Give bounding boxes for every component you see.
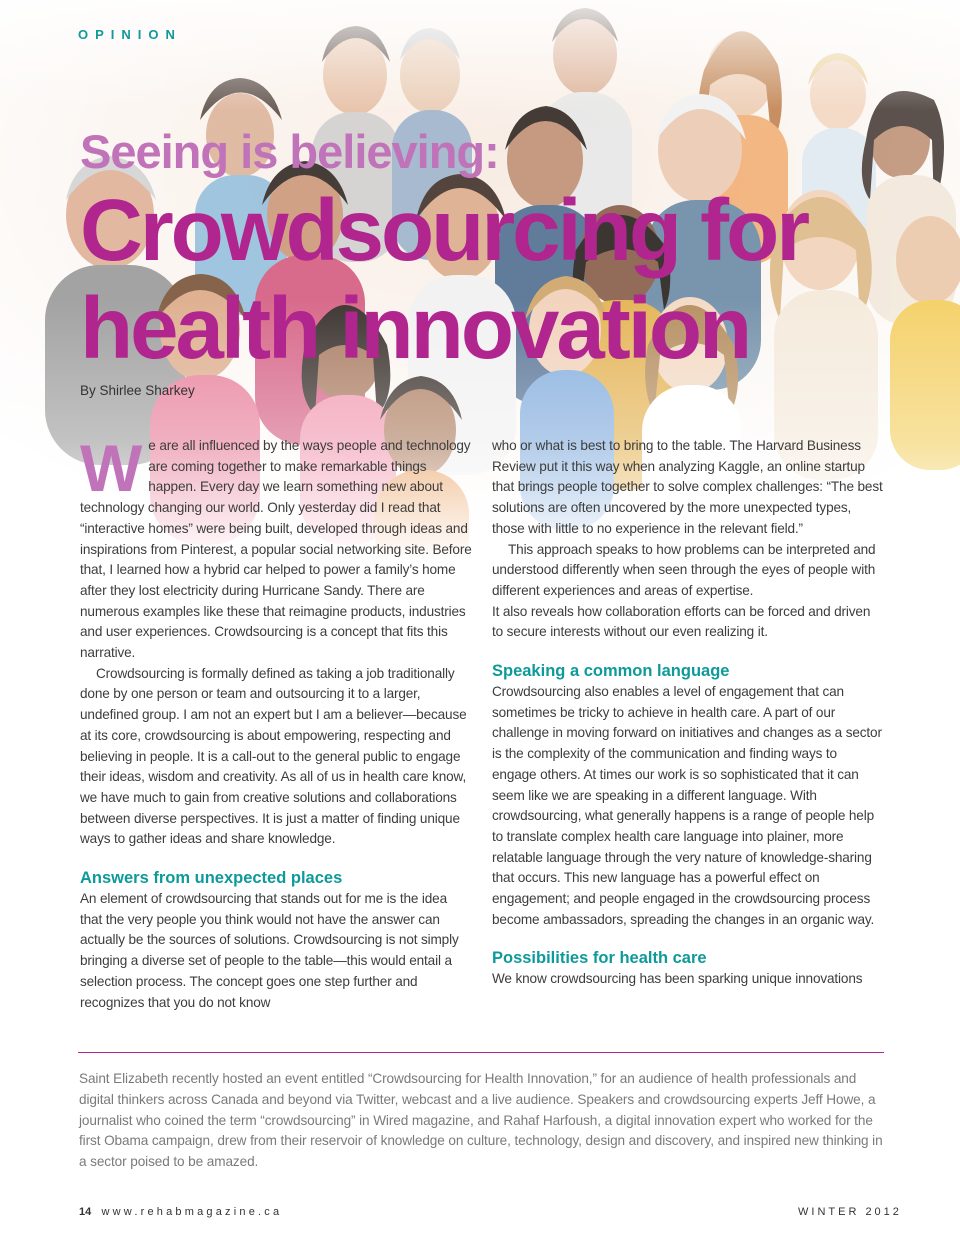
left-column: [80, 431, 472, 1013]
paragraph-text: e are all influenced by the ways people and technology are coming together to make remarkable things happen. Every day we learn something new about technology changing our world. Only yesterday did I read that “interactive homes” were being built, developed through ideas and inspirations from Pinterest, a popular social networking site. Before that, I learned how a hybrid car helped to power a family’s home after they lost electricity during Hurricane Sandy. There are numerous examples like these that reimagine products, industries and user experiences. Crowdsourcing is a concept that fits this narrative.: [80, 438, 472, 661]
section-tag: OPINION: [78, 27, 182, 42]
paragraph: An element of crowdsourcing that stands out for me is the idea that the very people you think would not have the answer can actually be the sources of solutions. Crowdsourcing is not simply bringing a diverse set of people to the table—this would entail a selection process. The concept goes one step further and recognizes that you do not know: [80, 891, 459, 1010]
subhead: Answers from unexpected places: [80, 869, 343, 888]
kicker-title: Seeing is believing:: [80, 125, 499, 178]
issue-label: WINTER 2012: [798, 1206, 902, 1218]
right-column: [492, 436, 884, 990]
drop-cap: W: [80, 431, 141, 505]
sidebar-note: Saint Elizabeth recently hosted an event entitled “Crowdsourcing for Health Innovation,” for an audience of health professionals and digital thinkers across Canada and beyond via Twitter, webcast and a live audience. Speakers and crowdsourcing experts Jeff Howe, a journalist who coined the term “crowdsourcing” in Wired magazine, and Rahaf Harfoush, a digital innovation expert who worked for the first Obama campaign, drew from their reservoir of knowledge on culture, technology, design and discovery, and inspired new thinking in a sector poised to be amazed.: [79, 1071, 883, 1170]
paragraph: Crowdsourcing is formally defined as taking a job traditionally done by one person or team and outsourcing it to a larger, undefined group. I am not an expert but I am a believer—because at its core, crowdsourcing is about empowering, respecting and believing in people. It is a call-out to the general public to engage their ideas, wisdom and creativity. As all of us in health care know, we have much to gain from creative solutions and collaborations between diverse perspectives. It is just a matter of finding unique ways to gather ideas and share knowledge.: [80, 665, 467, 847]
paragraph: Crowdsourcing also enables a level of engagement that can sometimes be tricky to achieve in health care. A part of our challenge in moving forward on initiatives and changes as a sector is the complexity of the communication and finding ways to engage others. At times our work is so sophisticated that it can seem like we are speaking in a different language. With crowdsourcing, what generally happens is a range of people help to translate complex health care language into plainer, more relatable language through the very nature of knowledge-sharing that occurs. This new language has a powerful effect on engagement; and people engaged in the crowdsourcing process become ambassadors, spreading the changes in an organic way.: [492, 684, 882, 927]
website-link[interactable]: www.rehabmagazine.ca: [101, 1206, 283, 1218]
paragraph: This approach speaks to how problems can be interpreted and understood differently when seen through the eyes of people with different experiences and areas of expertise.: [492, 541, 876, 598]
subhead: Possibilities for health care: [492, 949, 707, 968]
byline: By Shirlee Sharkey: [80, 383, 195, 398]
paragraph: It also reveals how collaboration efforts can be forced and driven to secure interests without our even realizing it.: [492, 603, 871, 640]
footer-left: [79, 1206, 282, 1218]
headline-line-2: health innovation: [80, 280, 750, 377]
paragraph: who or what is best to bring to the table. The Harvard Business Review put it this way when analyzing Kaggle, an online startup that brings people together to solve complex challenges: “The best solutions are often uncovered by the more unexpected types, those with little to no experience in the relevant field.”: [492, 438, 883, 536]
page-number: 14: [79, 1206, 92, 1218]
headline-line-1: Crowdsourcing for: [80, 182, 808, 279]
sidebar-divider: [78, 1052, 884, 1053]
paragraph: [80, 431, 472, 664]
subhead: Speaking a common language: [492, 662, 730, 681]
paragraph: We know crowdsourcing has been sparking unique innovations: [492, 971, 863, 987]
headline: [80, 182, 940, 378]
